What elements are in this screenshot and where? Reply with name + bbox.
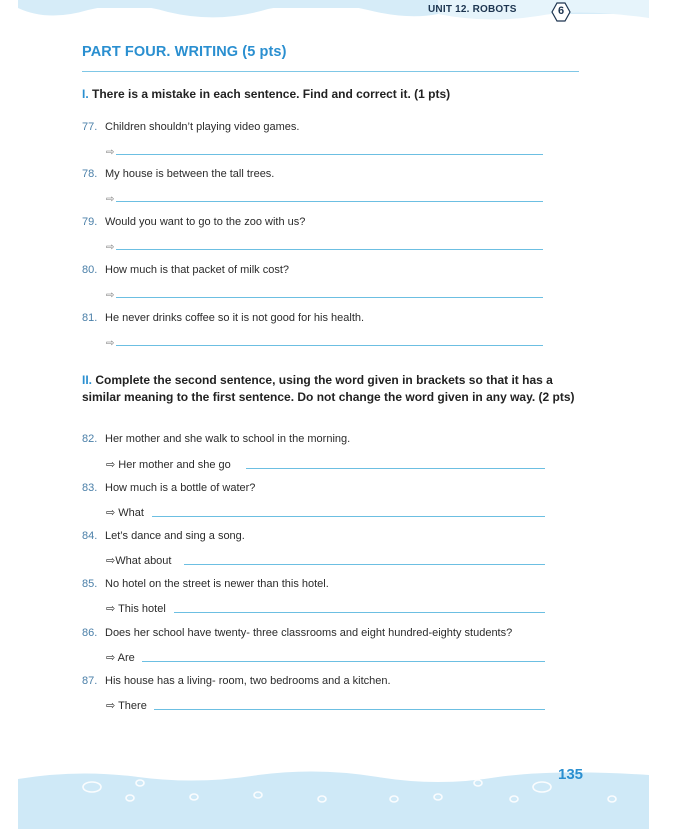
prompt-85: ⇨ This hotel [106, 603, 166, 615]
prompt-87: ⇨ There [106, 700, 147, 712]
prompt-84: ⇨What about [106, 555, 172, 567]
answer-line-82[interactable] [246, 468, 545, 469]
question-83: 83. How much is a bottle of water? [82, 482, 256, 494]
question-84: 84. Let’s dance and sing a song. [82, 530, 245, 542]
prompt-83: ⇨ What [106, 507, 144, 519]
question-85: 85. No hotel on the street is newer than this hotel. [82, 578, 329, 590]
workbook-page [18, 0, 649, 829]
answer-line-79[interactable] [116, 249, 543, 250]
answer-80-arrow: ⇨ [106, 290, 115, 301]
page-number: 135 [558, 766, 584, 783]
question-80: 80. How much is that packet of milk cost? [82, 264, 290, 276]
title-divider [82, 71, 579, 72]
answer-line-81[interactable] [116, 345, 543, 346]
answer-line-86[interactable] [142, 661, 545, 662]
question-82: 82. Her mother and she walk to school in the morning. [82, 433, 351, 445]
answer-77-arrow: ⇨ [106, 147, 115, 158]
answer-79-arrow: ⇨ [106, 242, 115, 253]
answer-line-85[interactable] [174, 612, 545, 613]
answer-line-84[interactable] [184, 564, 545, 565]
question-77: 77. Children shouldn’t playing video games. [82, 121, 300, 133]
answer-line-77[interactable] [116, 154, 543, 155]
section-1-heading [82, 86, 594, 103]
unit-number: 6 [557, 5, 565, 17]
question-79: 79. Would you want to go to the zoo with us? [82, 216, 306, 228]
answer-81-arrow: ⇨ [106, 338, 115, 349]
question-81: 81. He never drinks coffee so it is not good for his health. [82, 312, 365, 324]
section-1-title: There is a mistake in each sentence. Find and correct it. (1 pts) [92, 87, 451, 101]
section-2-heading [82, 372, 594, 406]
section-2-roman: II. [82, 373, 93, 387]
answer-line-87[interactable] [154, 709, 545, 710]
unit-label: UNIT 12. ROBOTS [428, 4, 517, 15]
question-78: 78. My house is between the tall trees. [82, 168, 275, 180]
answer-78-arrow: ⇨ [106, 194, 115, 205]
section-1-roman: I. [82, 87, 89, 101]
answer-line-80[interactable] [116, 297, 543, 298]
prompt-86: ⇨ Are [106, 652, 135, 664]
answer-line-83[interactable] [152, 516, 545, 517]
answer-line-78[interactable] [116, 201, 543, 202]
part-title: PART FOUR. WRITING (5 pts) [82, 44, 287, 60]
question-87: 87. His house has a living- room, two bedrooms and a kitchen. [82, 675, 391, 687]
prompt-82: ⇨ Her mother and she go [106, 459, 231, 471]
question-86: 86. Does her school have twenty- three classrooms and eight hundred-eighty students? [82, 627, 513, 639]
footer-wave-band [18, 765, 649, 829]
section-2-title: Complete the second sentence, using the word given in brackets so that it has a similar meaning to the first sentence. Do not change the word given in any way. (2 pts) [82, 373, 575, 404]
